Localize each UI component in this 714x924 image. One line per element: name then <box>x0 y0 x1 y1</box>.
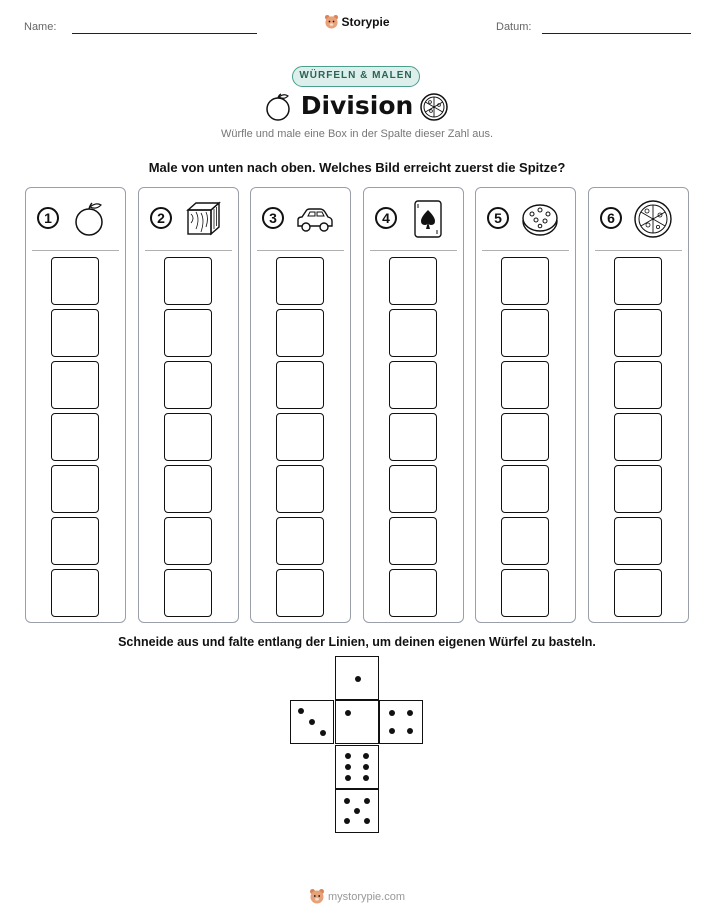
color-box[interactable] <box>51 257 99 305</box>
pip <box>344 798 350 804</box>
color-box[interactable] <box>164 361 212 409</box>
color-box[interactable] <box>164 465 212 513</box>
column-5 <box>475 187 576 623</box>
pip <box>344 818 350 824</box>
color-box[interactable] <box>276 569 324 617</box>
color-box[interactable] <box>501 361 549 409</box>
pip <box>355 676 361 682</box>
column-header <box>251 188 350 250</box>
column-divider <box>257 250 344 251</box>
color-box[interactable] <box>614 413 662 461</box>
color-box[interactable] <box>614 517 662 565</box>
date-label: Datum: <box>496 21 532 33</box>
color-box[interactable] <box>501 413 549 461</box>
color-box[interactable] <box>501 569 549 617</box>
column-header <box>364 188 463 250</box>
pip <box>345 775 351 781</box>
page-subtitle: Würfle und male eine Box in der Spalte dieser Zahl aus. <box>220 128 494 140</box>
name-label: Name: <box>24 21 57 33</box>
column-header <box>139 188 238 250</box>
color-box[interactable] <box>501 517 549 565</box>
color-box[interactable] <box>614 361 662 409</box>
pip <box>354 808 360 814</box>
pip <box>363 753 369 759</box>
column-number: 4 <box>375 207 397 229</box>
pip <box>298 708 304 714</box>
wooden-cube-icon <box>183 199 223 239</box>
pip <box>320 730 326 736</box>
color-box[interactable] <box>389 257 437 305</box>
color-box[interactable] <box>164 413 212 461</box>
color-box[interactable] <box>51 309 99 357</box>
color-box[interactable] <box>276 257 324 305</box>
color-box[interactable] <box>614 257 662 305</box>
pip <box>364 798 370 804</box>
column-divider <box>145 250 232 251</box>
pip <box>407 710 413 716</box>
color-box[interactable] <box>164 257 212 305</box>
color-box[interactable] <box>164 517 212 565</box>
pip <box>407 728 413 734</box>
color-box[interactable] <box>501 309 549 357</box>
color-box[interactable] <box>614 309 662 357</box>
column-number: 3 <box>262 207 284 229</box>
storypie-bear-icon <box>324 14 339 29</box>
pip <box>345 753 351 759</box>
pip <box>389 728 395 734</box>
footer <box>0 888 714 904</box>
color-box[interactable] <box>389 465 437 513</box>
dice-face-1 <box>335 700 379 744</box>
column-number: 5 <box>487 207 509 229</box>
column-number: 1 <box>37 207 59 229</box>
color-box[interactable] <box>614 569 662 617</box>
pip <box>364 818 370 824</box>
brand-name: Storypie <box>341 15 390 29</box>
dice-net <box>290 656 424 834</box>
orange-icon <box>70 199 110 239</box>
name-line[interactable] <box>72 33 257 34</box>
pip <box>363 775 369 781</box>
footer-url[interactable]: mystorypie.com <box>327 891 406 903</box>
color-box[interactable] <box>389 309 437 357</box>
storypie-bear-icon <box>309 888 325 904</box>
category-badge: WÜRFELN & MALEN <box>292 66 420 87</box>
column-1 <box>25 187 126 623</box>
color-box[interactable] <box>276 413 324 461</box>
dice-face-5 <box>335 789 379 833</box>
color-box[interactable] <box>51 413 99 461</box>
color-box[interactable] <box>501 257 549 305</box>
color-box[interactable] <box>501 465 549 513</box>
color-box[interactable] <box>276 517 324 565</box>
color-box[interactable] <box>389 517 437 565</box>
column-6 <box>588 187 689 623</box>
pizza-icon <box>633 199 673 239</box>
playing-card-spade-icon <box>408 199 448 239</box>
color-box[interactable] <box>389 413 437 461</box>
column-divider <box>482 250 569 251</box>
column-divider <box>32 250 119 251</box>
brand-logo <box>0 14 714 29</box>
column-divider <box>595 250 682 251</box>
column-2 <box>138 187 239 623</box>
column-header <box>589 188 688 250</box>
color-box[interactable] <box>276 465 324 513</box>
color-box[interactable] <box>51 361 99 409</box>
cookie-icon <box>520 199 560 239</box>
date-line[interactable] <box>542 33 691 34</box>
column-number: 6 <box>600 207 622 229</box>
column-3 <box>250 187 351 623</box>
dice-face-4 <box>379 700 423 744</box>
color-box[interactable] <box>51 517 99 565</box>
column-header <box>26 188 125 250</box>
pizza-icon <box>419 92 449 122</box>
pip <box>345 764 351 770</box>
pip <box>345 710 351 716</box>
column-header <box>476 188 575 250</box>
color-box[interactable] <box>164 309 212 357</box>
page-title: Division <box>300 91 414 120</box>
color-box[interactable] <box>389 569 437 617</box>
column-4 <box>363 187 464 623</box>
instruction-text: Male von unten nach oben. Welches Bild erreicht zuerst die Spitze? <box>148 160 566 175</box>
color-box[interactable] <box>276 309 324 357</box>
dice-face-6 <box>335 745 379 789</box>
pip <box>309 719 315 725</box>
toy-car-icon <box>295 199 335 239</box>
color-box[interactable] <box>51 569 99 617</box>
cut-instruction: Schneide aus und falte entlang der Linien, um deinen eigenen Würfel zu basteln. <box>118 635 596 649</box>
pip <box>389 710 395 716</box>
column-divider <box>370 250 457 251</box>
column-number: 2 <box>150 207 172 229</box>
color-box[interactable] <box>276 361 324 409</box>
color-box[interactable] <box>164 569 212 617</box>
color-box[interactable] <box>51 465 99 513</box>
color-box[interactable] <box>389 361 437 409</box>
pip <box>363 764 369 770</box>
color-box[interactable] <box>614 465 662 513</box>
dice-face-3 <box>290 700 334 744</box>
dice-face-1 <box>335 656 379 700</box>
